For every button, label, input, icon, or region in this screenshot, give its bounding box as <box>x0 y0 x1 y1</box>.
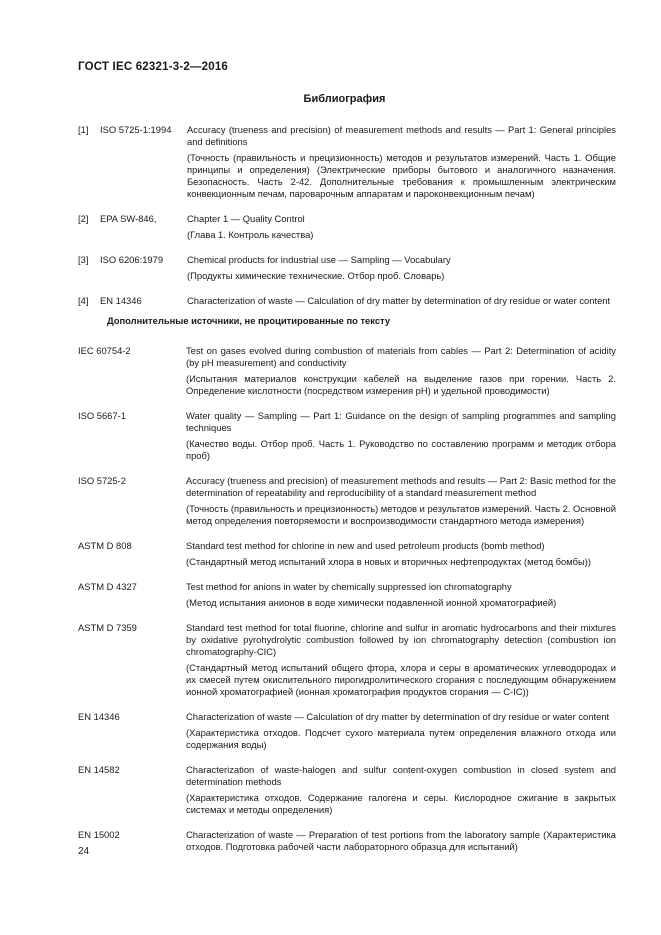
entry-title-en: Accuracy (trueness and precision) of measurement methods and results — Part 2: Basic method for the determination of repeatability and reproducibility of a standard measurement method <box>186 475 616 498</box>
additional-entry <box>78 622 616 702</box>
entry-title-ru: (Точность (правильность и прецизионность) методов и результатов измерений. Часть 1. Общие принципы и определения) (Электрические приборы бытового и аналогичного назначения. Безопасность. Часть 2-42. Дополнительные требования к промышленным электрическим конвекционным печам, пароварочным аппаратам и пароконвекционным печам) <box>187 152 616 199</box>
additional-sources-heading: Дополнительные источники, не процитированные по тексту <box>107 315 391 326</box>
additional-entry <box>78 540 616 572</box>
entry-description <box>186 540 616 572</box>
entry-identifier: ASTM D 4327 <box>78 581 137 592</box>
entry-title-en: Chemical products for industrial use — Sampling — Vocabulary <box>187 254 451 265</box>
bibliography-entry <box>78 295 616 311</box>
entry-identifier: ISO 6206:1979 <box>100 254 164 265</box>
entry-title-en: Standard test method for total fluorine, chlorine and sulfur in aromatic hydrocarbons and their mixtures by oxidative pyrohydrolytic combustion followed by ion chromatography detection (combustion ion chromatography-CIC) <box>186 622 616 657</box>
document-header: ГОСТ IEC 62321-3-2—2016 <box>78 61 229 73</box>
entry-title-en: Accuracy (trueness and precision) of measurement methods and results — Part 1: General principles and definitions <box>187 124 616 147</box>
entry-identifier: ISO 5725-1:1994 <box>100 124 172 135</box>
entry-title-en: Test on gases evolved during combustion of materials from cables — Part 2: Determination of acidity (by pH measurement) and conductivity <box>186 345 616 368</box>
entry-number: [4] <box>78 295 89 306</box>
entry-description <box>187 213 616 245</box>
entry-description <box>186 622 616 702</box>
entry-title-en: Standard test method for chlorine in new and used petroleum products (bomb method) <box>186 540 545 551</box>
entry-identifier: IEC 60754-2 <box>78 345 131 356</box>
additional-entry <box>78 475 616 531</box>
entry-title-en: Characterization of waste — Calculation of dry matter by determination of dry residue or water content <box>187 295 611 306</box>
entry-identifier: EN 14346 <box>78 711 120 722</box>
entry-title-ru: (Испытания материалов конструкции кабелей на выделение газов при горении. Часть 2. Определение кислотности (посредством измерения pH) и удельной проводимости) <box>186 373 616 396</box>
bibliography-title: Библиография <box>303 93 386 105</box>
entry-title-ru: (Характеристика отходов. Подсчет сухого материала путем определения влажного отхода или содержания воды) <box>186 727 616 750</box>
page-number: 24 <box>78 846 90 857</box>
additional-entry <box>78 764 616 820</box>
entry-title-ru: (Метод испытания анионов в воде химически подавленной ионной хроматографией) <box>186 597 557 608</box>
entry-title-ru: (Качество воды. Отбор проб. Часть 1. Руководство по составлению программ и методик отбора проб) <box>186 438 616 461</box>
entry-identifier: EPA SW-846, <box>100 213 157 224</box>
entry-title-en: Characterization of waste — Calculation of dry matter by determination of dry residue or water content <box>186 711 610 722</box>
entry-description <box>186 475 616 531</box>
entry-identifier: EN 14346 <box>100 295 142 306</box>
entry-number: [1] <box>78 124 89 135</box>
entry-title-en: Characterization of waste — Preparation of test portions from the laboratory sample (Характеристика отходов. Подготовка рабочей части лабораторного образца для испытаний) <box>186 829 616 852</box>
entry-title-ru: (Глава 1. Контроль качества) <box>187 229 314 240</box>
bibliography-entry <box>78 254 616 286</box>
entry-identifier: EN 15002 <box>78 829 120 840</box>
entry-title-en: Characterization of waste-halogen and sulfur content-oxygen combustion in closed system and determination methods <box>186 764 616 787</box>
entry-title-ru: (Точность (правильность и прецизионность) методов и результатов измерений. Часть 2. Основной метод определения повторяемости и воспроизводимости стандартного метода измерения) <box>186 503 616 526</box>
entry-description <box>187 254 616 286</box>
entry-number: [2] <box>78 213 89 224</box>
additional-entry <box>78 345 616 401</box>
entry-description <box>186 345 616 401</box>
entry-identifier: ISO 5667-1 <box>78 410 126 421</box>
entry-description <box>187 295 616 311</box>
bibliography-entry <box>78 213 616 245</box>
bibliography-entry <box>78 124 616 204</box>
additional-entry <box>78 581 616 613</box>
entry-title-en: Chapter 1 — Quality Control <box>187 213 305 224</box>
entry-identifier: ASTM D 7359 <box>78 622 137 633</box>
entry-number: [3] <box>78 254 89 265</box>
entry-description <box>187 124 616 204</box>
entry-identifier: EN 14582 <box>78 764 120 775</box>
entry-description <box>186 711 616 755</box>
bibliography-list <box>78 124 616 320</box>
entry-title-ru: (Стандартный метод испытаний общего фтора, хлора и серы в ароматических углеводородах и их смесей путем окислительного пирогидролитического сгорания с последующим обнаружением ионной хроматографией (ионная хроматография продуктов сгорания — C-IC)) <box>186 662 616 697</box>
additional-entry <box>78 711 616 755</box>
entry-title-ru: (Продукты химические технические. Отбор проб. Словарь) <box>187 270 445 281</box>
additional-entry <box>78 410 616 466</box>
additional-entry <box>78 829 616 857</box>
additional-sources-list <box>78 345 616 866</box>
entry-title-ru: (Стандартный метод испытаний хлора в новых и вторичных нефтепродуктах (метод бомбы)) <box>186 556 591 567</box>
entry-description <box>186 829 616 857</box>
entry-description <box>186 410 616 466</box>
entry-title-en: Test method for anions in water by chemically suppressed ion chromatography <box>186 581 512 592</box>
entry-description <box>186 581 616 613</box>
entry-title-en: Water quality — Sampling — Part 1: Guidance on the design of sampling programmes and sampling techniques <box>186 410 616 433</box>
entry-identifier: ISO 5725-2 <box>78 475 126 486</box>
entry-title-ru: (Характеристика отходов. Содержание галогена и серы. Кислородное сжигание в закрытых системах и методы определения) <box>186 792 616 815</box>
entry-description <box>186 764 616 820</box>
entry-identifier: ASTM D 808 <box>78 540 132 551</box>
